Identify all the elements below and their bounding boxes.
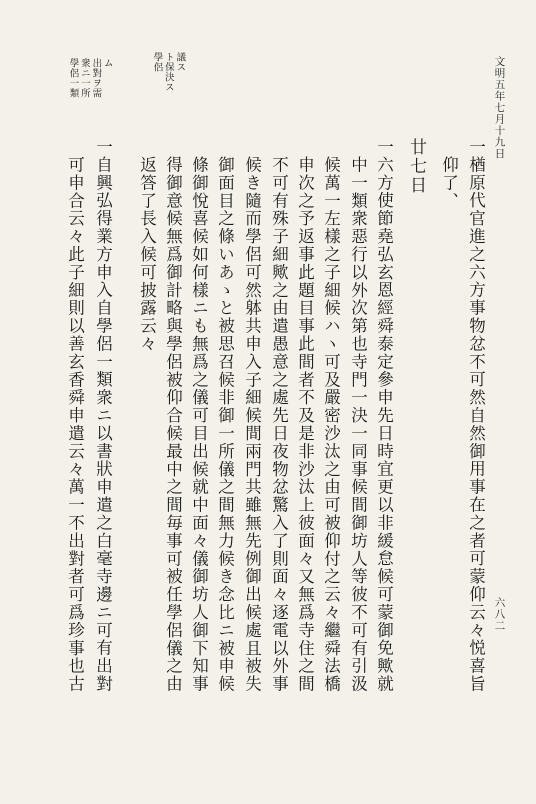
text-column: 不可有殊子細歟之由遣愚意之處先日夜物忿驚入了則面々逐電以外事 — [269, 156, 289, 693]
margin-note-line: ト保決ス — [162, 52, 174, 92]
margin-note — [66, 58, 112, 98]
text-column: 中一類衆惡行以外次第也寺門一決一同事候間御坊人等彼不可有引汲 — [348, 156, 368, 693]
running-head: 文明五年七月十九日 — [493, 56, 506, 160]
margin-note-line: 學侶 — [151, 52, 163, 72]
text-column: 一六方使節堯弘玄恩經舜泰定參申先日時宜更以非緩怠候可蒙御免歟就 — [374, 138, 394, 693]
text-column: 條御悅喜候如何樣ニも無爲之儀可目出候就中面々儀御坊人御下知事 — [189, 156, 209, 693]
text-column: 可申合云々此子細則以善玄香舜申遣云々萬一不出對者可爲珍事也古 — [65, 156, 85, 693]
text-column: 申次之予返事此題目事此間者不及是非沙汰上彼面々又無爲寺住之間 — [295, 156, 315, 693]
text-column: 得御意候無爲御計略與學侶被仰合候最中之間毎事可被任學侶儀之由 — [163, 156, 183, 693]
text-column: 返答了長入候可披露云々 — [137, 156, 157, 353]
text-column: 御面目之條いあゝと被思召候非御一所儀之間無力候き念比ニ被申候 — [215, 156, 235, 693]
margin-note-line: 衆ニ一所 — [78, 58, 90, 98]
margin-note-line: 出對ヲ需 — [90, 58, 102, 98]
text-column: 一自興弘得業方申入自學侶一類衆ニ以書狀申遣之白毫寺邊ニ可有出對 — [93, 138, 113, 693]
date-heading: 廿七日 — [406, 138, 426, 195]
text-column: 一楢原代官進之六方事物忿不可然自然御用事在之者可蒙仰云々悦喜旨 — [466, 138, 486, 693]
margin-note-line: 議ス — [174, 52, 186, 72]
margin-note-line: 學侶一類 — [67, 58, 79, 98]
text-column: 候き隨而學侶可然躰共申入子細候間兩門共雖無先例御出候處且被失 — [242, 156, 262, 693]
text-column: 候萬一左樣之子細候ハヽ可及嚴密沙汰之由可被仰付之云々繼舜法橋 — [321, 156, 341, 693]
text-column: 仰了、 — [439, 156, 459, 210]
page-number: 六八二 — [493, 597, 506, 632]
margin-note — [150, 52, 184, 92]
margin-note-line: ム — [101, 58, 113, 68]
